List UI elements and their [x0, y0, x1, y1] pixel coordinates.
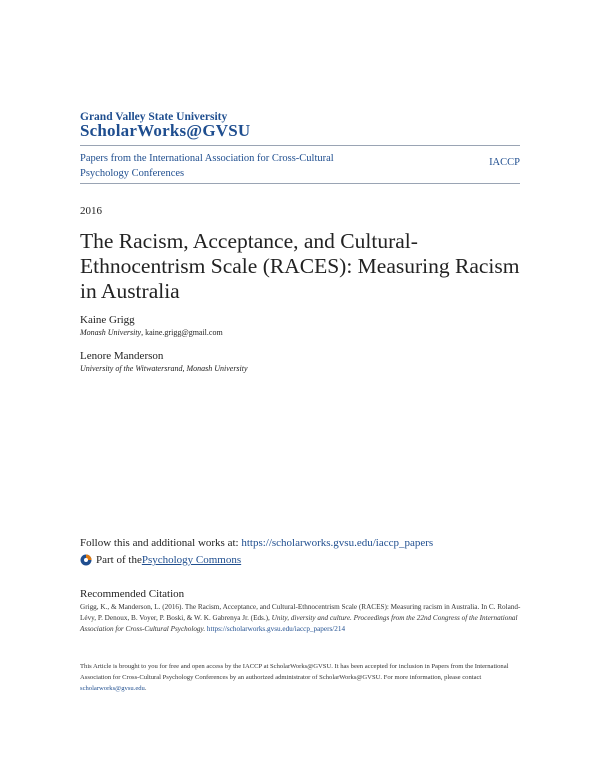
- follow-line: [80, 537, 433, 549]
- access-text: This Article is brought to you for free and open access by the IACCP at ScholarWorks@GVSU. It has been accepted for inclusion in Papers from the International Association for Cross-Cultural Psychology Conferences by an authorized administrator of ScholarWorks@GVSU. For more information, please contact: [80, 663, 509, 681]
- access-statement: [80, 661, 522, 694]
- header-rule-bottom: [80, 183, 520, 184]
- repository-name[interactable]: ScholarWorks@GVSU: [80, 121, 251, 140]
- part-of-line: [80, 554, 241, 566]
- author-affiliation: [80, 328, 223, 337]
- contact-email-link[interactable]: scholarworks@gvsu.edu: [80, 685, 145, 692]
- publication-year: 2016: [80, 205, 102, 217]
- follow-text: Follow this and additional works at:: [80, 537, 242, 549]
- part-of-text: Part of the: [96, 554, 142, 566]
- author-name: Lenore Manderson: [80, 350, 164, 362]
- citation-plain: Grigg, K., & Manderson, L. (2016). The Racism, Acceptance, and Cultural-Ethnocentrism Scale (RACES): Measuring racism in Australia. In C. Roland-Lévy, P. Denoux, B. Voyer, P. Boski, & W. K. Gabrenya Jr. (Eds.),: [80, 603, 521, 622]
- affiliation-text: University of the Witwatersrand, Monash University: [80, 364, 248, 373]
- series-link[interactable]: Papers from the International Association for Cross-Cultural Psychology Conferences: [80, 153, 334, 179]
- network-commons-icon: [80, 554, 92, 566]
- psychology-commons-link[interactable]: Psychology Commons: [141, 554, 242, 566]
- series-acronym-link[interactable]: IACCP: [489, 157, 520, 168]
- header-rule-top: [80, 145, 520, 146]
- citation-url-link[interactable]: https://scholarworks.gvsu.edu/iaccp_papers/214: [206, 625, 346, 633]
- author-affiliation: [80, 364, 248, 373]
- collection-link[interactable]: https://scholarworks.gvsu.edu/iaccp_papers: [241, 537, 434, 549]
- recommended-citation-heading: Recommended Citation: [80, 588, 185, 600]
- university-name: Grand Valley State University: [80, 111, 228, 123]
- citation-italic: Unity, diversity and culture. Proceedings from the 22nd Congress of the International Association for Cross-Cultural Psychology.: [80, 614, 518, 633]
- author-email[interactable]: , kaine.grigg@gmail.com: [141, 328, 223, 337]
- article-title: The Racism, Acceptance, and Cultural-Ethnocentrism Scale (RACES): Measuring Racism in Australia: [80, 229, 520, 303]
- affiliation-text: Monash University: [80, 328, 142, 337]
- access-end: .: [144, 685, 147, 692]
- citation-text: [80, 602, 522, 635]
- author-name: Kaine Grigg: [80, 314, 135, 326]
